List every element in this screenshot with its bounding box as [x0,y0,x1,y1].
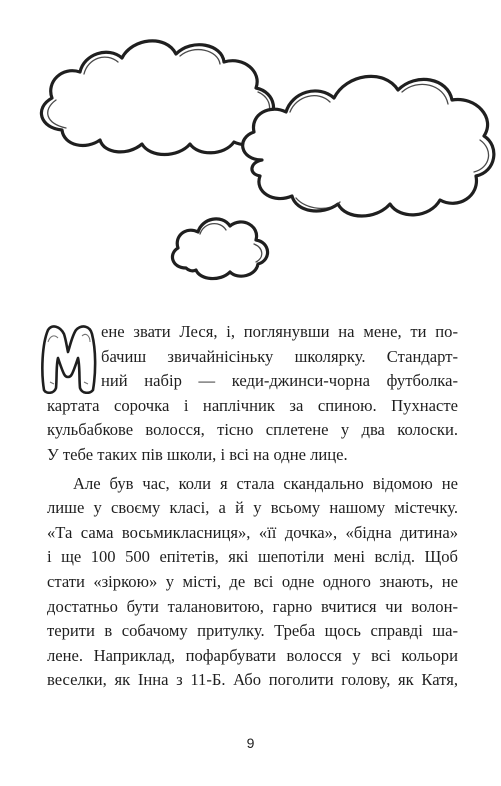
paragraph-1 [47,320,458,468]
cloud-large-right [243,76,494,216]
text-line: лише у своєму класі, а й у всьому нашому містечку. [47,498,458,518]
cloud-large-left [41,41,273,155]
text-line: У тебе таких пів школи, і всі на одне лице. [47,444,348,464]
text-line: ний набір — кеди-джинси-чорна футболка- [101,371,458,391]
text-line: стати «зіркою» у місті, де всі одне одного знають, не [47,571,458,591]
text-line: і ще 100 500 епітетів, які шепотіли мені вслід. Щоб [47,547,458,567]
clouds-illustration [0,0,501,300]
page-number: 9 [246,735,255,751]
text-line: картата сорочка і наплічник за спиною. Пухнасте [47,395,458,415]
dropcap-letter-m [38,322,98,394]
text-line: Але був час, коли я стала скандально відомою не [73,473,458,493]
text-line: «Та сама восьмикласниця», «її дочка», «бідна дитина» [47,522,458,542]
body-text [47,320,458,693]
text-line: бачиш звичайнісіньку школярку. Стандарт- [101,346,458,366]
text-line: ене звати Леся, і, поглянувши на мене, ти по- [101,322,458,341]
cloud-small [172,219,267,279]
text-line: лене. Наприклад, пофарбувати волосся у всі кольори [47,645,458,665]
text-line: веселки, як Інна з 11-Б. Або поголити голову, як Катя, [47,670,458,690]
text-line: кульбабкове волосся, тісно сплетене у два колоски. [47,420,458,440]
paragraph-2 [47,472,458,693]
text-line: достатньо бути талановитою, гарно вчитися чи волон- [47,596,458,616]
text-line: терити в собачому притулку. Треба щось справді ша- [47,621,458,641]
